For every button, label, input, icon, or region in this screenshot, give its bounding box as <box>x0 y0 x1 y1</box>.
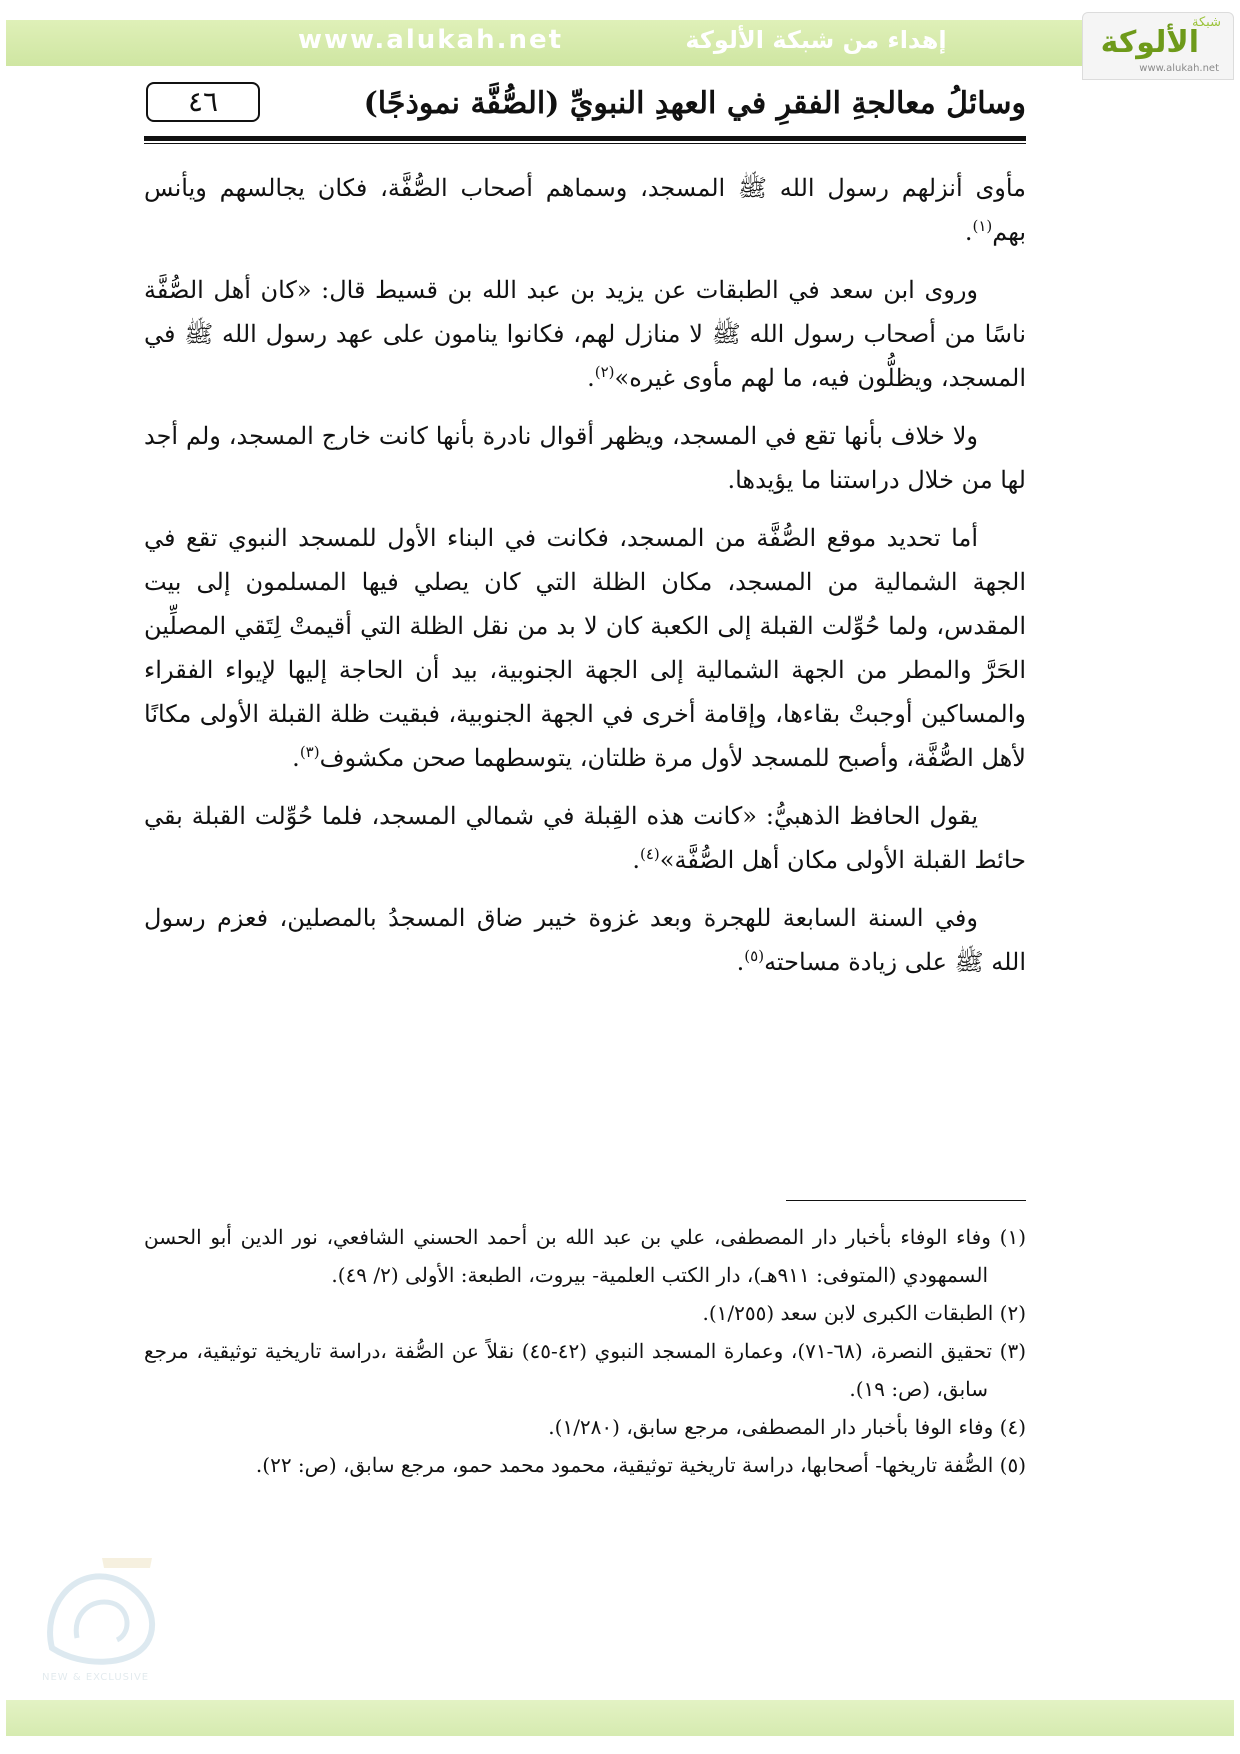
footnote-ref-3: (٣) <box>299 743 320 761</box>
paragraph-4: أما تحديد موقع الصُّفَّة من المسجد، فكانت في البناء الأول للمسجد النبوي تقع في الجهة الشمالية من المسجد، مكان الظلة التي كان يصلي فيها المسلمون إلى بيت المقدس، ولما حُوِّلت القبلة إلى الكعبة كان لا بد من نقل الظلة التي أقيمتْ لِتَقي المصلِّين الحَرَّ والمطر من الجهة الشمالية إلى الجهة الجنوبية، بيد أن الحاجة إليها لإيواء الفقراء والمساكين أوجبتْ بقاءها، وإقامة أخرى في الجهة الجنوبية، فبقيت ظلة القبلة الأولى مكانًا لأهل الصُّفَّة، وأصبح للمسجد لأول مرة ظلتان، يتوسطهما صحن مكشوف$^{(٣)}$. <box>144 524 1026 772</box>
banner-tagline: إهداء من شبكة الألوكة <box>685 26 947 54</box>
footnote-3: (٣) تحقيق النصرة، (٦٨-٧١)، وعمارة المسجد النبوي (٤٢-٤٥) نقلاً عن الصُّفة ،دراسة تاريخية توثيقية، مرجع سابق، (ص: ١٩). <box>144 1339 1027 1401</box>
paragraph-2: وروى ابن سعد في الطبقات عن يزيد بن عبد الله بن قسيط قال: «كان أهل الصُّفَّة ناسًا من أصحاب رسول الله ﷺ لا منازل لهم، فكانوا ينامون على عهد رسول الله ﷺ في المسجد، ويظلُّون فيه، ما لهم مأوى غيره»$^{(٢)}$. <box>144 276 1026 392</box>
top-banner <box>6 15 1234 74</box>
paragraph-6: وفي السنة السابعة للهجرة وبعد غزوة خيبر ضاق المسجدُ بالمصلين، فعزم رسول الله ﷺ على زيادة مساحته$^{(٥)}$. <box>144 904 1026 976</box>
footnote-separator <box>786 1200 1026 1201</box>
alukah-logo[interactable] <box>1082 12 1234 80</box>
logo-small-text: شبكة <box>1192 15 1221 30</box>
logo-main-text: الألوكة <box>1100 25 1199 60</box>
footnote-ref-5: (٥) <box>744 947 765 965</box>
watermark-logo <box>32 1548 182 1683</box>
body-text <box>144 166 1026 998</box>
page-number-box: ٤٦ <box>146 82 260 122</box>
footnote-5: (٥) الصُّفة تاريخها- أصحابها، دراسة تاريخية توثيقية، محمود محمد حمو، مرجع سابق، (ص: ٢٢). <box>255 1453 1026 1477</box>
page-title: وسائلُ معالجةِ الفقرِ في العهدِ النبويِّ (الصُّفَّة نموذجًا) <box>363 86 1026 121</box>
header-rule-thin <box>144 143 1026 144</box>
footnote-2: (٢) الطبقات الكبرى لابن سعد (١/٢٥٥). <box>702 1301 1026 1325</box>
footnotes <box>144 1218 1026 1484</box>
footnote-ref-1: (١) <box>972 217 993 235</box>
footnote-4: (٤) وفاء الوفا بأخبار دار المصطفى، مرجع سابق، (١/٢٨٠). <box>548 1415 1026 1439</box>
watermark-text: NEW & EXCLUSIVE <box>42 1672 150 1683</box>
paragraph-3: ولا خلاف بأنها تقع في المسجد، ويظهر أقوال نادرة بأنها كانت خارج المسجد، ولم أجد لها من خلال دراستنا ما يؤيدها. <box>144 422 1026 494</box>
paragraph-5: يقول الحافظ الذهبيُّ: «كانت هذه القِبلة في شمالي المسجد، فلما حُوِّلت القبلة بقي حائط القبلة الأولى مكان أهل الصُّفَّة»$^{(٤)}$. <box>144 802 1026 874</box>
footnote-ref-4: (٤) <box>639 845 660 863</box>
paragraph-1: مأوى أنزلهم رسول الله ﷺ المسجد، وسماهم أصحاب الصُّفَّة، فكان يجالسهم ويأنس بهم$^{(١)}$. <box>144 174 1026 246</box>
bottom-band <box>6 1700 1234 1736</box>
header-rule <box>144 136 1026 141</box>
watermark-icon <box>32 1548 182 1672</box>
banner-url[interactable]: www.alukah.net <box>298 25 564 55</box>
logo-url-text: www.alukah.net <box>1139 63 1219 74</box>
footnote-ref-2: (٢) <box>594 363 615 381</box>
footnote-1: (١) وفاء الوفاء بأخبار دار المصطفى، علي بن عبد الله بن أحمد الحسني الشافعي، نور الدين أبو الحسن السمهودي (المتوفى: ٩١١هـ)، دار الكتب العلمية- بيروت، الطبعة: الأولى (٢/ ٤٩). <box>144 1225 1026 1287</box>
